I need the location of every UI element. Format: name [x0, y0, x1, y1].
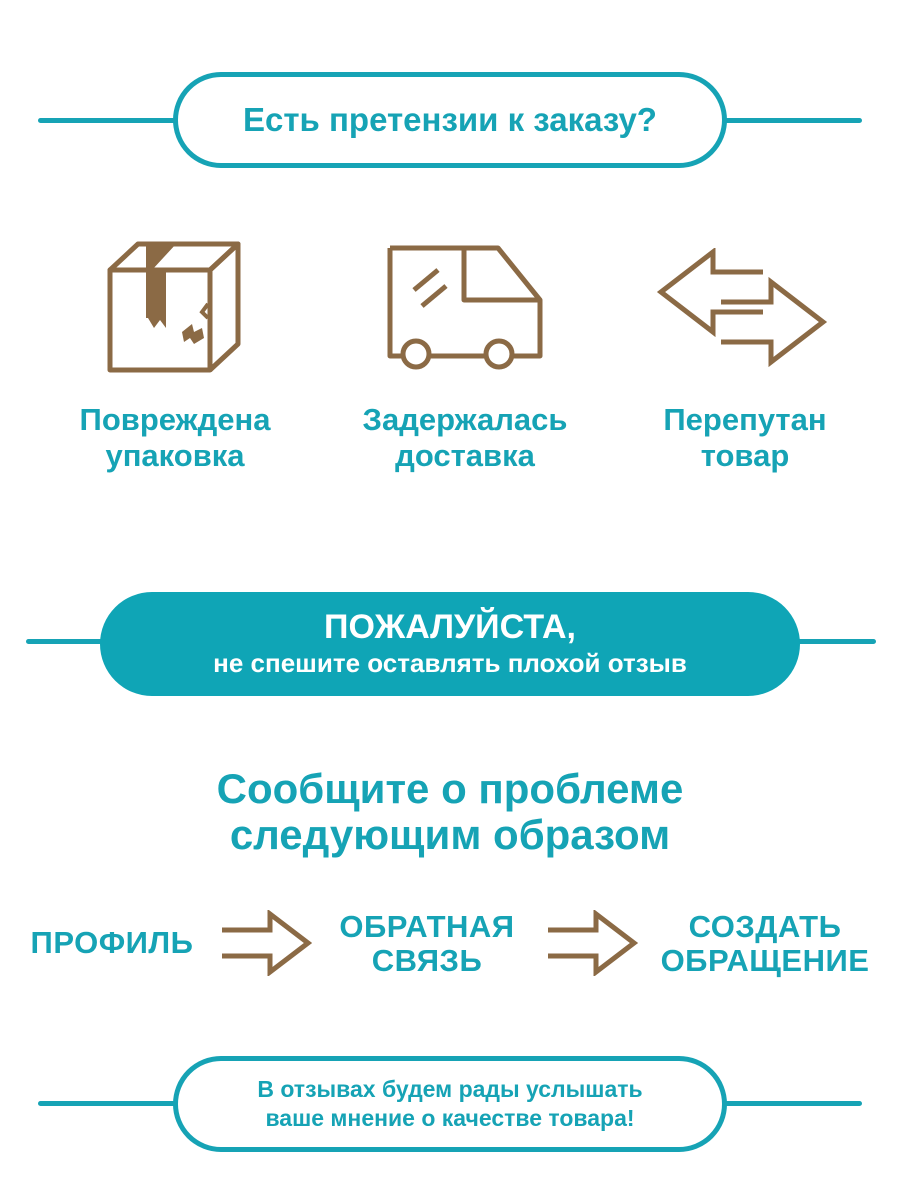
- step-profile: [14, 926, 210, 960]
- issue-caption-line: упаковка: [105, 438, 245, 473]
- footer-line: В отзывах будем рады услышать: [257, 1076, 643, 1102]
- header-question: Есть претензии к заказу?: [243, 101, 657, 138]
- instructions-line: следующим образом: [229, 811, 671, 858]
- issue-caption-delivery: [330, 402, 600, 474]
- arrow-right-icon: [220, 910, 312, 976]
- plea-subtitle: не спешите оставлять плохой отзыв: [213, 648, 687, 678]
- footer-line: ваше мнение о качестве товара!: [265, 1105, 635, 1131]
- issue-caption-wrong-item: [610, 402, 880, 474]
- header-pill: [173, 72, 727, 168]
- header-line-right: [717, 118, 862, 123]
- step-label: СВЯЗЬ: [371, 943, 483, 978]
- swap-arrows-icon: [655, 248, 830, 368]
- step-create-request: [640, 910, 890, 978]
- instructions-heading: [100, 766, 800, 858]
- step-feedback: [322, 910, 532, 978]
- plea-title: ПОЖАЛУЙСТА,: [324, 608, 576, 646]
- header-line-left: [38, 118, 183, 123]
- footer-line-right: [717, 1101, 862, 1106]
- issue-caption-packaging: [40, 402, 310, 474]
- issue-caption-line: Повреждена: [79, 402, 271, 437]
- damaged-box-icon: [104, 238, 244, 378]
- issue-caption-line: Перепутан: [663, 402, 827, 437]
- footer-line-left: [38, 1101, 183, 1106]
- issue-caption-line: доставка: [395, 438, 535, 473]
- plea-banner: [100, 592, 800, 696]
- issue-caption-line: товар: [700, 438, 790, 473]
- step-label: ОБРАТНАЯ: [339, 909, 515, 944]
- step-label: СОЗДАТЬ: [688, 909, 842, 944]
- issue-caption-line: Задержалась: [362, 402, 568, 437]
- arrow-right-icon: [546, 910, 638, 976]
- step-label: ПРОФИЛЬ: [30, 925, 194, 960]
- delivery-truck-icon: [384, 242, 549, 372]
- instructions-line: Сообщите о проблеме: [216, 765, 684, 812]
- step-label: ОБРАЩЕНИЕ: [660, 943, 870, 978]
- footer-pill: [173, 1056, 727, 1152]
